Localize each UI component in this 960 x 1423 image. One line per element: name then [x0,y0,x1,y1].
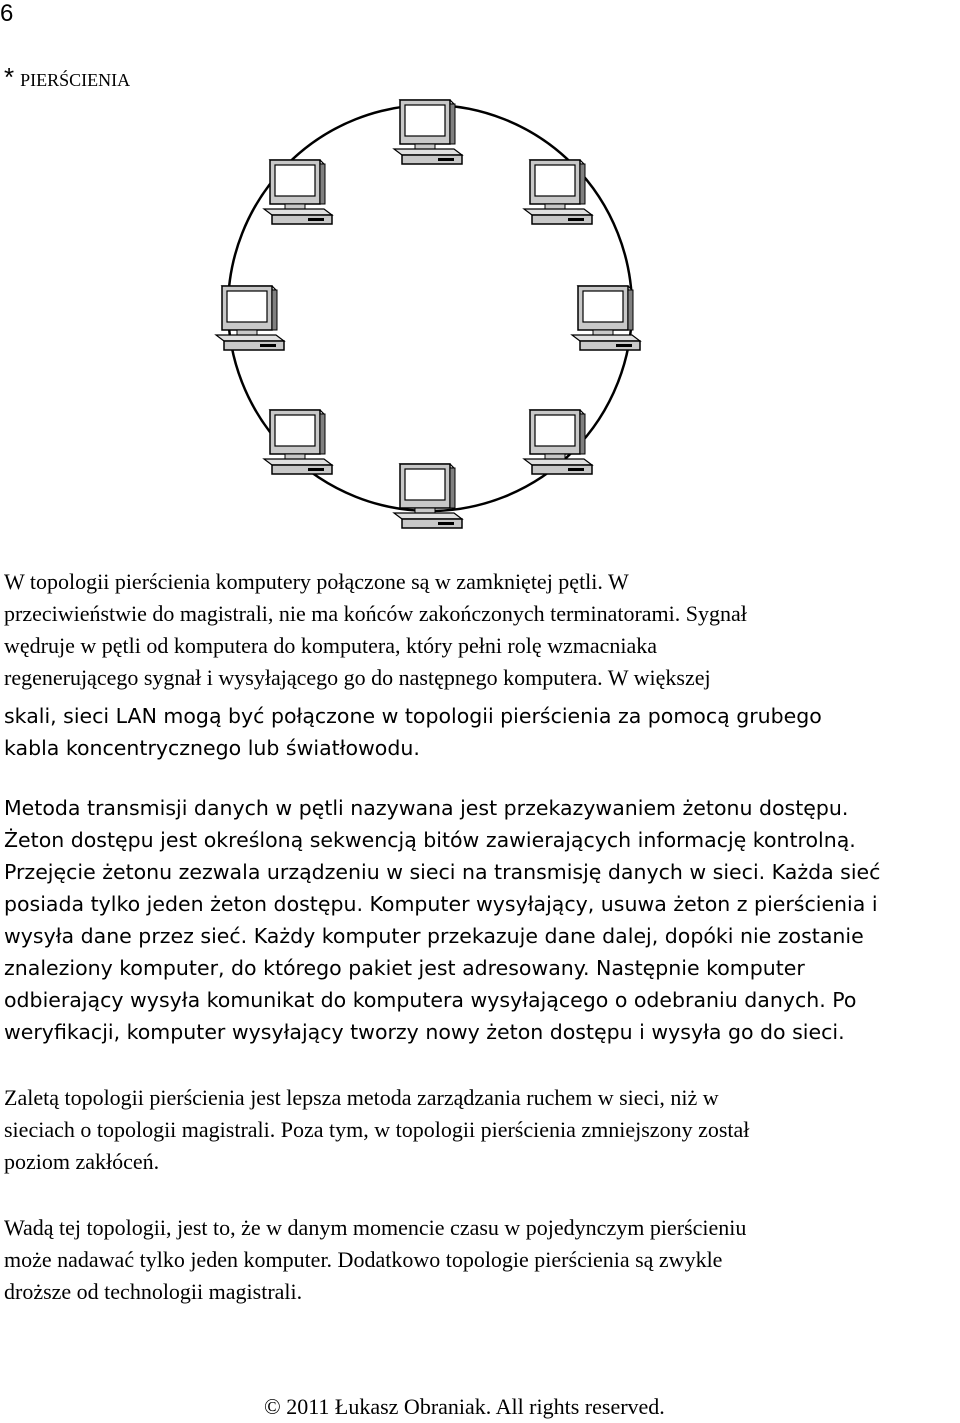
paragraph-disadvantages: Wadą tej topologii, jest to, że w danym momencie czasu w pojedynczym pierścieniu może nadawać tylko jeden komputer. Dodatkowo topologie pierścienia są zwykle droższe od technologii magistrali. [4,1215,747,1304]
ring-topology-diagram [0,0,960,540]
computer-icon [216,286,284,350]
computer-icon [572,286,640,350]
page-number: 6 [0,0,14,27]
copyright-footer: © 2011 Łukasz Obraniak. All rights reserved. [264,1394,665,1419]
paragraph-token: Metoda transmisji danych w pętli nazywana jest przekazywaniem żetonu dostępu. Żeton dostępu jest określoną sekwencją bitów zawierających informację kontrolną. Przejęcie żetonu zezwala urządzeniu w sieci na transmisję danych w sieci. Każda sieć posiada tylko jeden żeton dostępu. Komputer wysyłający, usuwa żeton z pierścienia i wysyła dane przez sieć. Każdy komputer przekazuje dane dalej, dopóki nie zostanie znaleziony komputer, do którego pakiet jest adresowany. Następnie komputer odbierający wysyła komunikat do komputera wysyłającego o odebraniu danych. Po weryfikacji, komputer wysyłający tworzy nowy żeton dostępu i wysyła go do sieci. [4,796,881,1044]
computer-icon [394,100,462,164]
heading-title: PIERŚCIENIA [20,70,131,90]
paragraph-intro-cont: skali, sieci LAN mogą być połączone w topologii pierścienia za pomocą grubego kabla koncentrycznego lub światłowodu. [4,704,822,760]
heading-bullet: * [4,62,15,92]
computer-icon [264,410,332,474]
computer-icon [524,160,592,224]
computer-icon [394,464,462,528]
paragraph-advantages: Zaletą topologii pierścienia jest lepsza metoda zarządzania ruchem w sieci, niż w sieciach o topologii magistrali. Poza tym, w topologii pierścienia zmniejszony został poziom zakłóceń. [4,1085,750,1174]
computer-icon [524,410,592,474]
computer-icon [264,160,332,224]
paragraph-intro: W topologii pierścienia komputery połączone są w zamkniętej pętli. W przeciwieństwie do magistrali, nie ma końców zakończonych terminatorami. Sygnał wędruje w pętli od komputera do komputera, który pełni rolę wzmacniaka regenerującego sygnał i wysyłającego go do następnego komputera. W większej [4,569,747,690]
